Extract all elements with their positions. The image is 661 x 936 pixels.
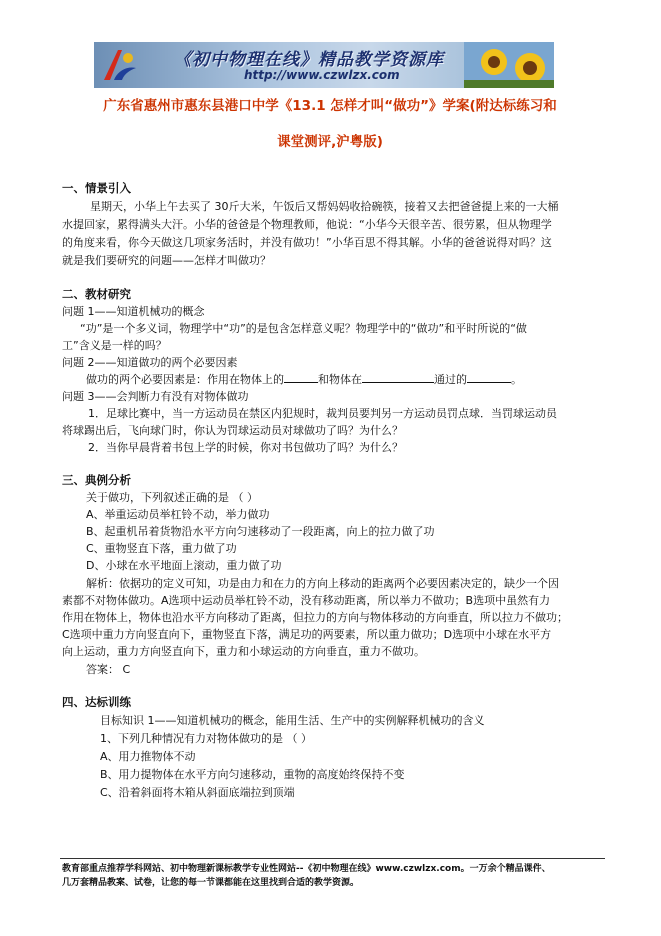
fill-blank [362,371,434,383]
document-title-line1: 广东省惠州市惠东县港口中学《13.1 怎样才叫“做功”》学案(附达标练习和 [103,98,557,114]
analysis-line: 解析：依据功的定义可知，功是由力和在力的方向上移动的距离两个必要因素决定的，缺少一个因 [86,577,559,590]
example-option: D、小球在水平地面上滚动，重力做了功 [86,559,282,572]
analysis-line: 向上运动，重力方向竖直向下，重力和小球运动的方向垂直，重力不做功。 [62,645,425,658]
sunflower-icon [464,42,554,88]
example-question: 关于做功，下列叙述正确的是 （ ） [86,491,258,504]
practice-question: 1、下列几种情况有力对物体做功的是 （ ） [100,732,312,745]
footer-line: 教育部重点推荐学科网站、初中物理新课标教学专业性网站--《初中物理在线》www.czwlzx.com。一万余个精品课件、 [62,864,551,874]
question-1-body: 工”含义是一样的吗？ [62,339,167,352]
question-3-heading: 问题 3——会判断力有没有对物体做功 [62,390,249,403]
example-option: A、举重运动员举杠铃不动，举力做功 [86,508,270,521]
question-3-item: 1．足球比赛中，当一方运动员在禁区内犯规时，裁判员要判另一方运动员罚点球．当罚球运动员 [88,407,557,420]
question-3-item: 2．当你早晨背着书包上学的时候，你对书包做功了吗？为什么？ [88,441,403,454]
intro-line: 星期天，小华上午去买了 30斤大米，午饭后又帮妈妈收拾碗筷，接着又去把爸爸提上来的一大桶 [90,200,559,213]
question-2-text: 做功的两个必要因素是：作用在物体上的 [86,373,284,386]
question-2-text: 。 [511,373,522,386]
practice-option: C、沿着斜面将木箱从斜面底端拉到顶端 [100,786,295,799]
logo-icon [98,46,140,84]
analysis-line: 作用在物体上，物体也沿水平方向移动了距离，但拉力的方向与物体移动的方向垂直，所以拉力不做功； [62,611,568,624]
practice-option: B、用力提物体在水平方向匀速移动，重物的高度始终保持不变 [100,768,405,781]
section-heading-example: 三、典例分析 [62,473,131,487]
intro-line: 的角度来看，你今天做这几项家务活时，并没有做功！”小华百思不得其解。小华的爸爸说得对吗？这 [62,236,552,249]
document-title-line2: 课堂测评,沪粤版) [277,134,383,150]
header-banner [94,42,554,88]
intro-line: 就是我们要研究的问题——怎样才叫做功？ [62,254,271,267]
practice-goal: 目标知识 1——知道机械功的概念，能用生活、生产中的实例解释机械功的含义 [100,714,485,727]
question-1-body: “功”是一个多义词，物理学中“功”的是包含怎样意义呢？物理学中的“做功”和平时所说的“做 [80,322,527,335]
question-2-text: 和物体在 [318,373,362,386]
analysis-line: C选项中重力方向竖直向下，重物竖直下落，满足功的两要素，所以重力做功；D选项中小球在水平方 [62,628,552,641]
question-3-item: 将球踢出后，飞向球门时，你认为罚球运动员对球做功了吗？为什么？ [62,424,403,437]
practice-option: A、用力推物体不动 [100,750,196,763]
question-1-heading: 问题 1——知道机械功的概念 [62,305,205,318]
question-2-text: 通过的 [434,373,467,386]
question-2-body [86,371,522,388]
banner-url: http://www.czwlzx.com [244,68,400,82]
example-answer: 答案： C [86,663,131,676]
section-heading-intro: 一、情景引入 [62,181,131,195]
fill-blank [284,371,318,383]
banner-title: 《初中物理在线》精品教学资源库 [174,50,444,70]
section-heading-practice: 四、达标训练 [62,695,131,709]
analysis-line: 素都不对物体做功。A选项中运动员举杠铃不动，没有移动距离，所以举力不做功；B选项中虽然有力 [62,594,551,607]
example-option: C、重物竖直下落，重力做了功 [86,542,237,555]
intro-line: 水提回家，累得满头大汗。小华的爸爸是个物理教师，他说：“小华今天很辛苦、很劳累，但从物理学 [62,218,552,231]
footer-divider [60,858,605,859]
example-option: B、起重机吊着货物沿水平方向匀速移动了一段距离，向上的拉力做了功 [86,525,435,538]
section-heading-study: 二、教材研究 [62,287,131,301]
footer-line: 几万套精品教案、试卷，让您的每一节课都能在这里找到合适的教学资源。 [62,878,360,888]
fill-blank [467,371,511,383]
question-2-heading: 问题 2——知道做功的两个必要因素 [62,356,238,369]
